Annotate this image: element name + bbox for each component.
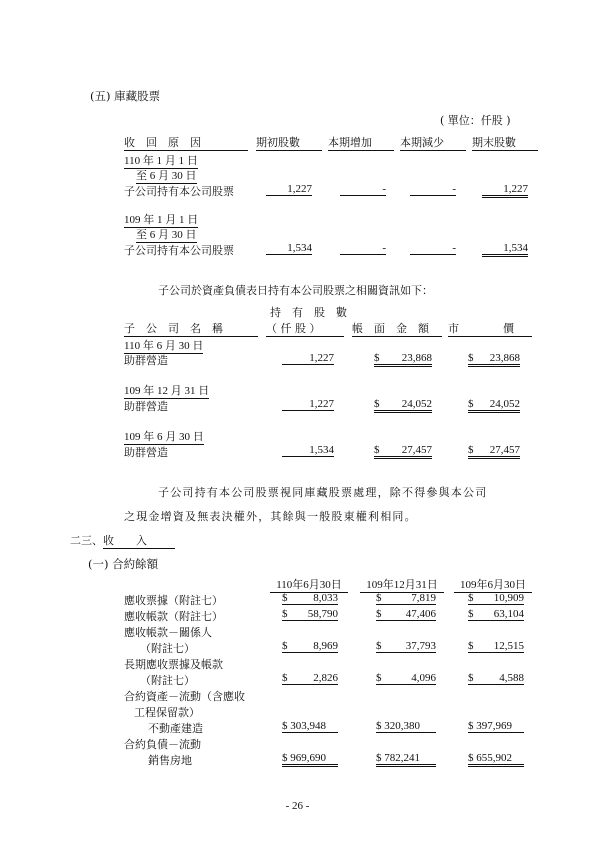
contract-value-cell <box>376 608 436 621</box>
contract-value-cell <box>468 720 524 733</box>
contract-value-cell <box>376 592 436 605</box>
contract-value-cell <box>376 752 436 767</box>
contract-value-cell <box>376 640 436 653</box>
contract-value: 4,096 <box>411 672 436 684</box>
sub-group3-shares: 1,534 <box>282 444 334 457</box>
sub-group1-book-cell <box>374 352 432 367</box>
contract-row-label: 應收帳款－關係人 <box>124 626 212 639</box>
sub-group2-market: 24,052 <box>489 398 520 410</box>
contract-row-label: 銷售房地 <box>148 754 192 767</box>
subsidiary-intro: 子公司於資產負債表日持有本公司股票之相關資訊如下： <box>158 284 433 297</box>
currency-sign: $ <box>374 398 380 410</box>
contract-value: $ 397,969 <box>468 720 512 732</box>
sub-group1-market: 23,868 <box>489 352 520 364</box>
section23-number: 二三、 <box>70 534 103 547</box>
sub-group3-market: 27,457 <box>489 444 520 456</box>
currency-sign: $ <box>374 352 380 364</box>
section-title-treasury-stock: (五) 庫藏股票 <box>90 89 161 103</box>
currency-sign: $ <box>376 672 382 684</box>
sub-group2-market-cell <box>468 398 520 413</box>
contract-value-cell <box>468 752 524 767</box>
sub-group2-name: 助群營造 <box>124 400 168 413</box>
sub-header-shares: （ 仟 股 ） <box>266 320 344 337</box>
header-closing-shares: 期末股數 <box>472 134 538 151</box>
contract-row-label: （附註七） <box>140 674 195 687</box>
contract-value-cell <box>468 608 524 621</box>
contract-row-label: 合約負債－流動 <box>124 738 201 751</box>
contract-header-3: 109年6月30日 <box>454 576 532 593</box>
contract-value-cell <box>282 640 338 653</box>
period2-label: 子公司持有本公司股票 <box>124 244 234 257</box>
header-increase: 本期增加 <box>328 134 394 151</box>
contract-value: 10,909 <box>493 592 524 604</box>
sub-group3-date: 109 年 6 月 30 日 <box>124 428 204 445</box>
sub-group1-shares: 1,227 <box>282 352 334 365</box>
sub-header-company: 子 公 司 名 稱 <box>124 320 258 337</box>
contract-value-cell <box>468 672 524 685</box>
unit-label: ( 單位：仟股 ) <box>440 114 511 127</box>
contract-value-cell <box>468 640 524 653</box>
sub-group2-shares: 1,227 <box>282 398 334 411</box>
currency-sign: $ <box>468 444 474 456</box>
subsidiary-note-line2: 之現金增資及無表決權外，其餘與一般股東權利相同。 <box>124 510 417 523</box>
contract-row-label: 工程保留款） <box>134 706 200 719</box>
period1-decrease: - <box>410 183 456 196</box>
contract-row-label: 長期應收票據及帳款 <box>124 658 223 671</box>
currency-sign: $ <box>282 640 288 652</box>
contract-row-label: 不動產建造 <box>148 722 203 735</box>
contract-value: 12,515 <box>493 640 524 652</box>
contract-value-cell <box>468 592 524 605</box>
currency-sign: $ <box>376 608 382 620</box>
contract-value-cell <box>376 720 436 733</box>
period2-closing: 1,534 <box>482 242 528 257</box>
currency-sign: $ <box>376 640 382 652</box>
sub-group3-name: 助群營造 <box>124 446 168 459</box>
sub-group2-book-cell <box>374 398 432 413</box>
sub-group3-market-cell <box>468 444 520 459</box>
subsidiary-note-line1: 子公司持有本公司股票視同庫藏股票處理，除不得參與本公司 <box>158 486 488 499</box>
sub-group2-date: 109 年 12 月 31 日 <box>124 382 209 399</box>
currency-sign: $ <box>374 444 380 456</box>
contract-value: $ 782,241 <box>376 752 420 764</box>
contract-value-cell <box>376 672 436 685</box>
contract-value: 63,104 <box>493 608 524 620</box>
contract-value: 8,033 <box>313 592 338 604</box>
header-reason: 收 回 原 因 <box>124 134 248 151</box>
currency-sign: $ <box>376 592 382 604</box>
section23-heading <box>70 532 175 549</box>
contract-value: 47,406 <box>405 608 436 620</box>
sub-group3-book-cell <box>374 444 432 459</box>
period2-line1: 109 年 1 月 1 日 <box>124 211 198 228</box>
sub-group3-book: 27,457 <box>401 444 432 456</box>
contract-value-cell <box>282 752 338 767</box>
contract-value: $ 655,902 <box>468 752 512 764</box>
contract-value: 37,793 <box>405 640 436 652</box>
period1-increase: - <box>340 183 386 196</box>
currency-sign: $ <box>282 608 288 620</box>
contract-row-label: （附註七） <box>140 642 195 655</box>
currency-sign: $ <box>282 592 288 604</box>
currency-sign: $ <box>468 608 474 620</box>
currency-sign: $ <box>468 352 474 364</box>
sub-group1-market-cell <box>468 352 520 367</box>
currency-sign: $ <box>468 592 474 604</box>
currency-sign: $ <box>468 640 474 652</box>
sub-header-book: 帳 面 金 額 <box>352 320 442 337</box>
contract-value: 2,826 <box>313 672 338 684</box>
currency-sign: $ <box>468 672 474 684</box>
contract-value-cell <box>282 720 338 733</box>
period1-line1: 110 年 1 月 1 日 <box>124 152 198 169</box>
contract-value: $ 320,380 <box>376 720 420 732</box>
contract-row-label: 應收票據（附註七） <box>124 594 223 607</box>
sub-header-shares-top: 持 有 股 數 <box>270 306 347 319</box>
period2-opening: 1,534 <box>266 242 312 255</box>
contract-value: $ 969,690 <box>282 752 326 764</box>
contract-title: (一) 合約餘額 <box>88 557 159 571</box>
currency-sign: $ <box>468 398 474 410</box>
contract-value-cell <box>282 608 338 621</box>
period1-line2: 至 6 月 30 日 <box>136 167 197 184</box>
contract-value: $ 303,948 <box>282 720 326 732</box>
page-number: - 26 - <box>285 800 310 812</box>
sub-group1-book: 23,868 <box>401 352 432 364</box>
period1-closing: 1,227 <box>482 183 528 198</box>
contract-row-label: 合約資產－流動（含應收 <box>124 690 245 703</box>
period1-opening: 1,227 <box>266 183 312 196</box>
sub-group2-book: 24,052 <box>401 398 432 410</box>
header-decrease: 本期減少 <box>400 134 466 151</box>
period2-line2: 至 6 月 30 日 <box>136 226 197 243</box>
contract-value: 8,969 <box>313 640 338 652</box>
sub-group1-name: 助群營造 <box>124 354 168 367</box>
period1-label: 子公司持有本公司股票 <box>124 185 234 198</box>
header-opening-shares: 期初股數 <box>256 134 322 151</box>
section23-title: 收 入 <box>103 532 175 549</box>
contract-row-label: 應收帳款（附註七） <box>124 610 223 623</box>
sub-group1-date: 110 年 6 月 30 日 <box>124 337 203 354</box>
contract-header-2: 109年12月31日 <box>360 576 444 593</box>
contract-value-cell <box>282 672 338 685</box>
currency-sign: $ <box>282 672 288 684</box>
contract-value: 7,819 <box>411 592 436 604</box>
sub-header-market: 市 價 <box>448 320 532 337</box>
period2-increase: - <box>340 242 386 255</box>
contract-value-cell <box>282 592 338 605</box>
contract-value: 4,588 <box>499 672 524 684</box>
contract-header-1: 110年6月30日 <box>270 576 348 593</box>
period2-decrease: - <box>410 242 456 255</box>
contract-value: 58,790 <box>307 608 338 620</box>
